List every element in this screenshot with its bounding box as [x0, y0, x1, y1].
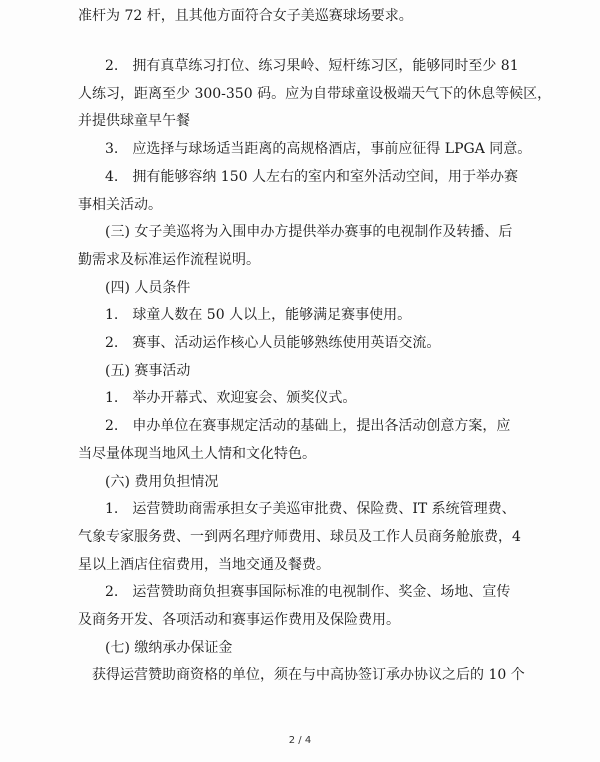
section-heading: (五) 赛事活动 — [105, 363, 191, 379]
text-line: 1. 举办开幕式、欢迎宴会、颁奖仪式。 — [105, 390, 357, 406]
section-heading: (七) 缴纳承办保证金 — [105, 640, 233, 656]
section-heading: (三) 女子美巡将为入围申办方提供举办赛事的电视制作及转播、后 — [105, 224, 513, 240]
section-heading: (四) 人员条件 — [105, 280, 191, 296]
text-line: 气象专家服务费、一到两名理疗师费用、球员及工作人员商务舱旅费，4 — [78, 529, 521, 545]
text-line: 勤需求及标准运作流程说明。 — [78, 252, 260, 268]
text-line: 2. 拥有真草练习打位、练习果岭、短杆练习区，能够同时至少 81 — [105, 58, 519, 74]
text-line: 人练习，距离至少 300-350 码。应为自带球童设极端天气下的休息等候区， — [78, 86, 552, 102]
text-line: 当尽量体现当地风土人情和文化特色。 — [78, 446, 316, 462]
text-line: 4. 拥有能够容纳 150 人左右的室内和室外活动空间，用于举办赛 — [105, 169, 518, 185]
text-line: 星以上酒店住宿费用，当地交通及餐费。 — [78, 557, 330, 573]
text-line: 2. 赛事、活动运作核心人员能够熟练使用英语交流。 — [105, 335, 441, 351]
text-line: 并提供球童早午餐 — [78, 113, 190, 129]
text-line: 2. 申办单位在赛事规定活动的基础上，提出各活动创意方案，应 — [105, 418, 511, 434]
text-line: 事相关活动。 — [78, 197, 162, 213]
text-line: 准杆为 72 杆，且其他方面符合女子美巡赛球场要求。 — [78, 8, 413, 24]
text-line: 2. 运营赞助商负担赛事国际标准的电视制作、奖金、场地、宣传 — [105, 584, 511, 600]
text-line: 及商务开发、各项活动和赛事运作费用及保险费用。 — [78, 612, 400, 628]
text-line: 3. 应选择与球场适当距离的高规格酒店，事前应征得 LPGA 同意。 — [105, 141, 532, 157]
text-line: 获得运营赞助商资格的单位，须在与中高协签订承办协议之后的 10 个 — [92, 667, 525, 683]
text-line: 1. 运营赞助商需承担女子美巡审批费、保险费、IT 系统管理费、 — [105, 501, 516, 517]
page-number: 2 / 4 — [288, 735, 312, 746]
section-heading: (六) 费用负担情况 — [105, 474, 219, 490]
text-line: 1. 球童人数在 50 人以上，能够满足赛事使用。 — [105, 307, 412, 323]
